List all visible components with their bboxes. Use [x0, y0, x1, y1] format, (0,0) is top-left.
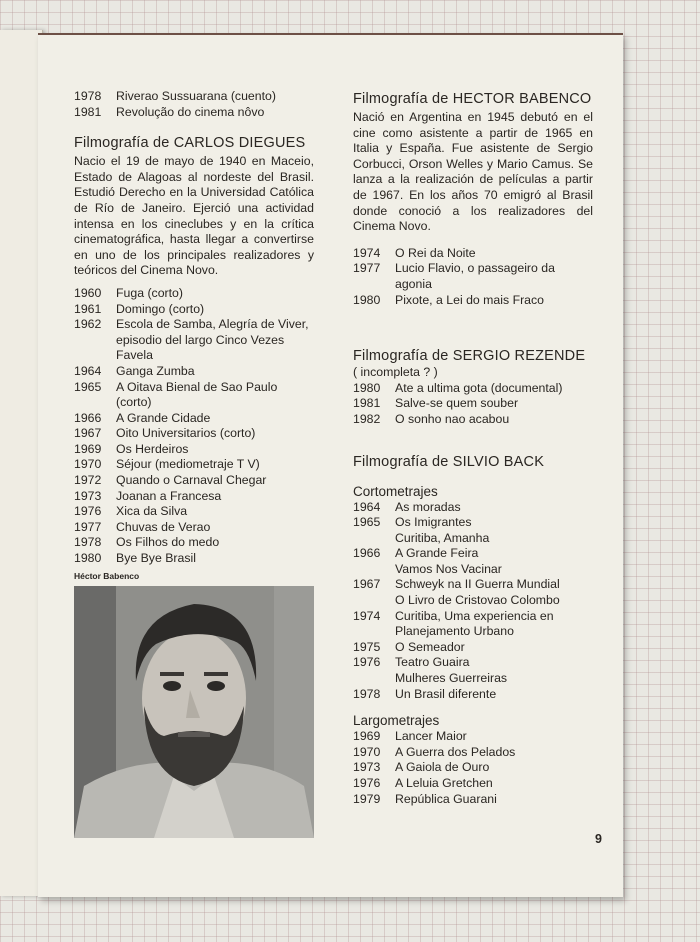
film-entry: [74, 286, 314, 302]
right-column: [353, 91, 593, 807]
film-year: 1965: [74, 379, 102, 394]
film-entry: [74, 442, 314, 458]
film-entry: [353, 577, 593, 593]
film-title: Mulheres Guerreiras: [395, 671, 508, 686]
film-year: [353, 671, 395, 687]
film-entry: [353, 792, 593, 808]
back-shorts-list: [353, 500, 593, 703]
page-number: 9: [595, 832, 602, 846]
film-title: As moradas: [395, 499, 461, 514]
diegues-bio: Nacio el 19 de mayo de 1940 en Maceio, Estado de Alagoas al nordeste del Brasil. Estudió Derecho en la Universidad Católica de Río de Janeiro. Ejerció una actividad intensa en los cineclubes y en la crítica cinematográfica, hasta llegar a convertirse en uno de los principales realizadores y teóricos del Cinema Novo.: [74, 154, 314, 278]
film-title: Fuga (corto): [116, 285, 183, 300]
film-title: A Grande Cidade: [116, 410, 211, 425]
film-year: 1970: [353, 744, 381, 759]
film-entry: [353, 562, 593, 578]
film-title: Séjour (mediometraje T V): [116, 457, 260, 472]
film-entry: [353, 609, 593, 640]
film-year: 1973: [74, 488, 102, 503]
film-entry: [74, 489, 314, 505]
film-entry: [353, 246, 593, 262]
babenco-heading: Filmografía de HECTOR BABENCO: [353, 91, 592, 107]
diegues-heading: Filmografía de CARLOS DIEGUES: [74, 135, 306, 152]
film-entry: [353, 531, 593, 547]
film-year: 1976: [353, 776, 381, 790]
film-title: Curitiba, Uma experiencia en Planejamento Urbano: [395, 608, 554, 639]
features-label: Largometrajes: [353, 713, 440, 729]
film-entry: [74, 457, 314, 473]
film-title: Xica da Silva: [116, 504, 188, 519]
rezende-filmography: [353, 381, 593, 428]
film-entry: [74, 89, 314, 105]
film-title: O Rei da Noite: [395, 245, 476, 260]
film-year: 1964: [353, 499, 381, 514]
film-year: 1976: [74, 504, 102, 519]
film-entry: [353, 655, 593, 671]
film-entry: [74, 302, 314, 318]
film-title: Os Filhos do medo: [116, 535, 220, 550]
film-year: 1982: [353, 411, 381, 426]
film-title: Vamos Nos Vacinar: [395, 561, 502, 576]
rezende-heading: Filmografía de SERGIO REZENDE: [353, 348, 586, 365]
diegues-filmography: [74, 286, 314, 567]
film-title: Revolução do cinema nôvo: [116, 104, 265, 119]
film-entry: [353, 293, 593, 309]
film-year: 1967: [74, 426, 102, 441]
film-year: 1974: [353, 245, 381, 260]
left-column: [74, 89, 314, 838]
film-title: Lancer Maior: [395, 729, 467, 744]
film-title: Pixote, a Lei do mais Fraco: [395, 292, 544, 307]
film-entry: [353, 546, 593, 562]
film-entry: [74, 411, 314, 427]
film-title: Os Imigrantes: [395, 515, 472, 530]
film-title: Chuvas de Verao: [116, 519, 211, 534]
film-year: 1961: [74, 301, 102, 316]
film-entry: [353, 760, 593, 776]
film-entry: [74, 551, 314, 567]
film-entry: [353, 412, 593, 428]
film-year: 1979: [353, 791, 381, 806]
film-entry: [74, 317, 314, 364]
film-title: República Guarani: [395, 791, 497, 806]
film-year: [353, 562, 395, 578]
film-title: Teatro Guaira: [395, 655, 470, 670]
back-heading: Filmografía de SILVIO BACK: [353, 453, 545, 470]
film-entry: [74, 380, 314, 411]
film-title: A Leluia Gretchen: [395, 776, 493, 790]
film-title: A Guerra dos Pelados: [395, 744, 516, 759]
film-entry: [74, 504, 314, 520]
film-entry: [74, 535, 314, 551]
film-year: 1977: [353, 261, 381, 276]
film-year: 1976: [353, 655, 381, 670]
film-title: Bye Bye Brasil: [116, 551, 196, 566]
film-title: Lucio Flavio, o passageiro da agonia: [395, 261, 555, 291]
film-entry: [353, 515, 593, 531]
film-year: 1978: [353, 686, 381, 701]
film-year: 1980: [74, 551, 102, 566]
film-entry: [353, 729, 593, 745]
film-year: 1981: [353, 396, 381, 411]
film-entry: [353, 745, 593, 761]
film-title: O sonho nao acabou: [395, 411, 510, 426]
film-year: 1977: [74, 519, 102, 534]
film-title: Salve-se quem souber: [395, 396, 519, 411]
shorts-label: Cortometrajes: [353, 483, 438, 499]
photo-caption: Héctor Babenco: [74, 570, 140, 581]
film-year: 1972: [74, 473, 102, 488]
film-title: Un Brasil diferente: [395, 686, 497, 701]
film-year: 1965: [353, 515, 381, 530]
film-year: 1970: [74, 457, 102, 472]
film-title: Curitiba, Amanha: [395, 530, 490, 545]
film-year: 1975: [353, 639, 381, 654]
back-features-list: [353, 729, 593, 807]
film-title: A Gaiola de Ouro: [395, 760, 490, 775]
film-title: Joanan a Francesa: [116, 488, 222, 503]
film-year: 1969: [74, 441, 102, 456]
film-entry: [353, 687, 593, 703]
film-entry: [353, 671, 593, 687]
film-title: Oito Universitarios (corto): [116, 426, 256, 441]
film-year: 1966: [353, 546, 381, 561]
film-year: 1981: [74, 104, 102, 119]
film-title: Ate a ultima gota (documental): [395, 380, 563, 395]
booklet-page: [38, 33, 623, 897]
film-year: 1962: [74, 317, 102, 332]
film-year: 1966: [74, 410, 102, 425]
film-entry: [353, 396, 593, 412]
film-entry: [74, 473, 314, 489]
film-title: Quando o Carnaval Chegar: [116, 473, 267, 488]
film-title: Riverao Sussuarana (cuento): [116, 89, 276, 103]
film-entry: [353, 381, 593, 397]
babenco-filmography: [353, 246, 593, 308]
film-year: 1978: [74, 535, 102, 550]
film-entry: [353, 776, 593, 792]
film-title: Escola de Samba, Alegría de Viver, episodio del largo Cinco Vezes Favela: [116, 317, 309, 363]
film-entry: [353, 500, 593, 516]
portrait-illustration: [74, 586, 314, 838]
film-title: Ganga Zumba: [116, 363, 195, 378]
film-year: 1967: [353, 577, 381, 592]
film-entry: [74, 426, 314, 442]
film-year: 1969: [353, 729, 381, 744]
film-year: 1960: [74, 285, 102, 300]
rezende-note: ( incompleta ? ): [353, 365, 438, 380]
film-year: [353, 531, 395, 547]
film-year: [353, 593, 395, 609]
film-title: O Livro de Cristovao Colombo: [395, 593, 560, 608]
previous-page-edge: [0, 30, 43, 896]
film-title: O Semeador: [395, 639, 465, 654]
portrait-photo: [74, 586, 314, 838]
film-year: 1980: [353, 380, 381, 395]
film-title: Schweyk na II Guerra Mundial: [395, 577, 560, 592]
film-year: 1978: [74, 89, 102, 103]
film-title: A Grande Feira: [395, 546, 479, 561]
top-filmography: [74, 89, 314, 120]
film-year: 1980: [353, 292, 381, 307]
film-entry: [74, 520, 314, 536]
film-entry: [353, 261, 593, 292]
film-year: 1973: [353, 760, 381, 775]
film-year: 1974: [353, 608, 381, 623]
film-entry: [74, 364, 314, 380]
film-title: A Oitava Bienal de Sao Paulo (corto): [116, 379, 278, 410]
film-title: Domingo (corto): [116, 301, 205, 316]
film-year: 1964: [74, 363, 102, 378]
film-entry: [353, 593, 593, 609]
film-entry: [74, 105, 314, 121]
film-entry: [353, 640, 593, 656]
film-title: Os Herdeiros: [116, 441, 189, 456]
babenco-bio: Nació en Argentina en 1945 debutó en el cine como asistente a partir de 1965 en Italia y España. Fue asistente de Sergio Corbucci, Orson Welles y Mario Camus. Se lanza a la realización de películas a partir de 1967. En los años 70 emigró al Brasil donde conoció a los realizadores del Cinema Novo.: [353, 110, 593, 234]
